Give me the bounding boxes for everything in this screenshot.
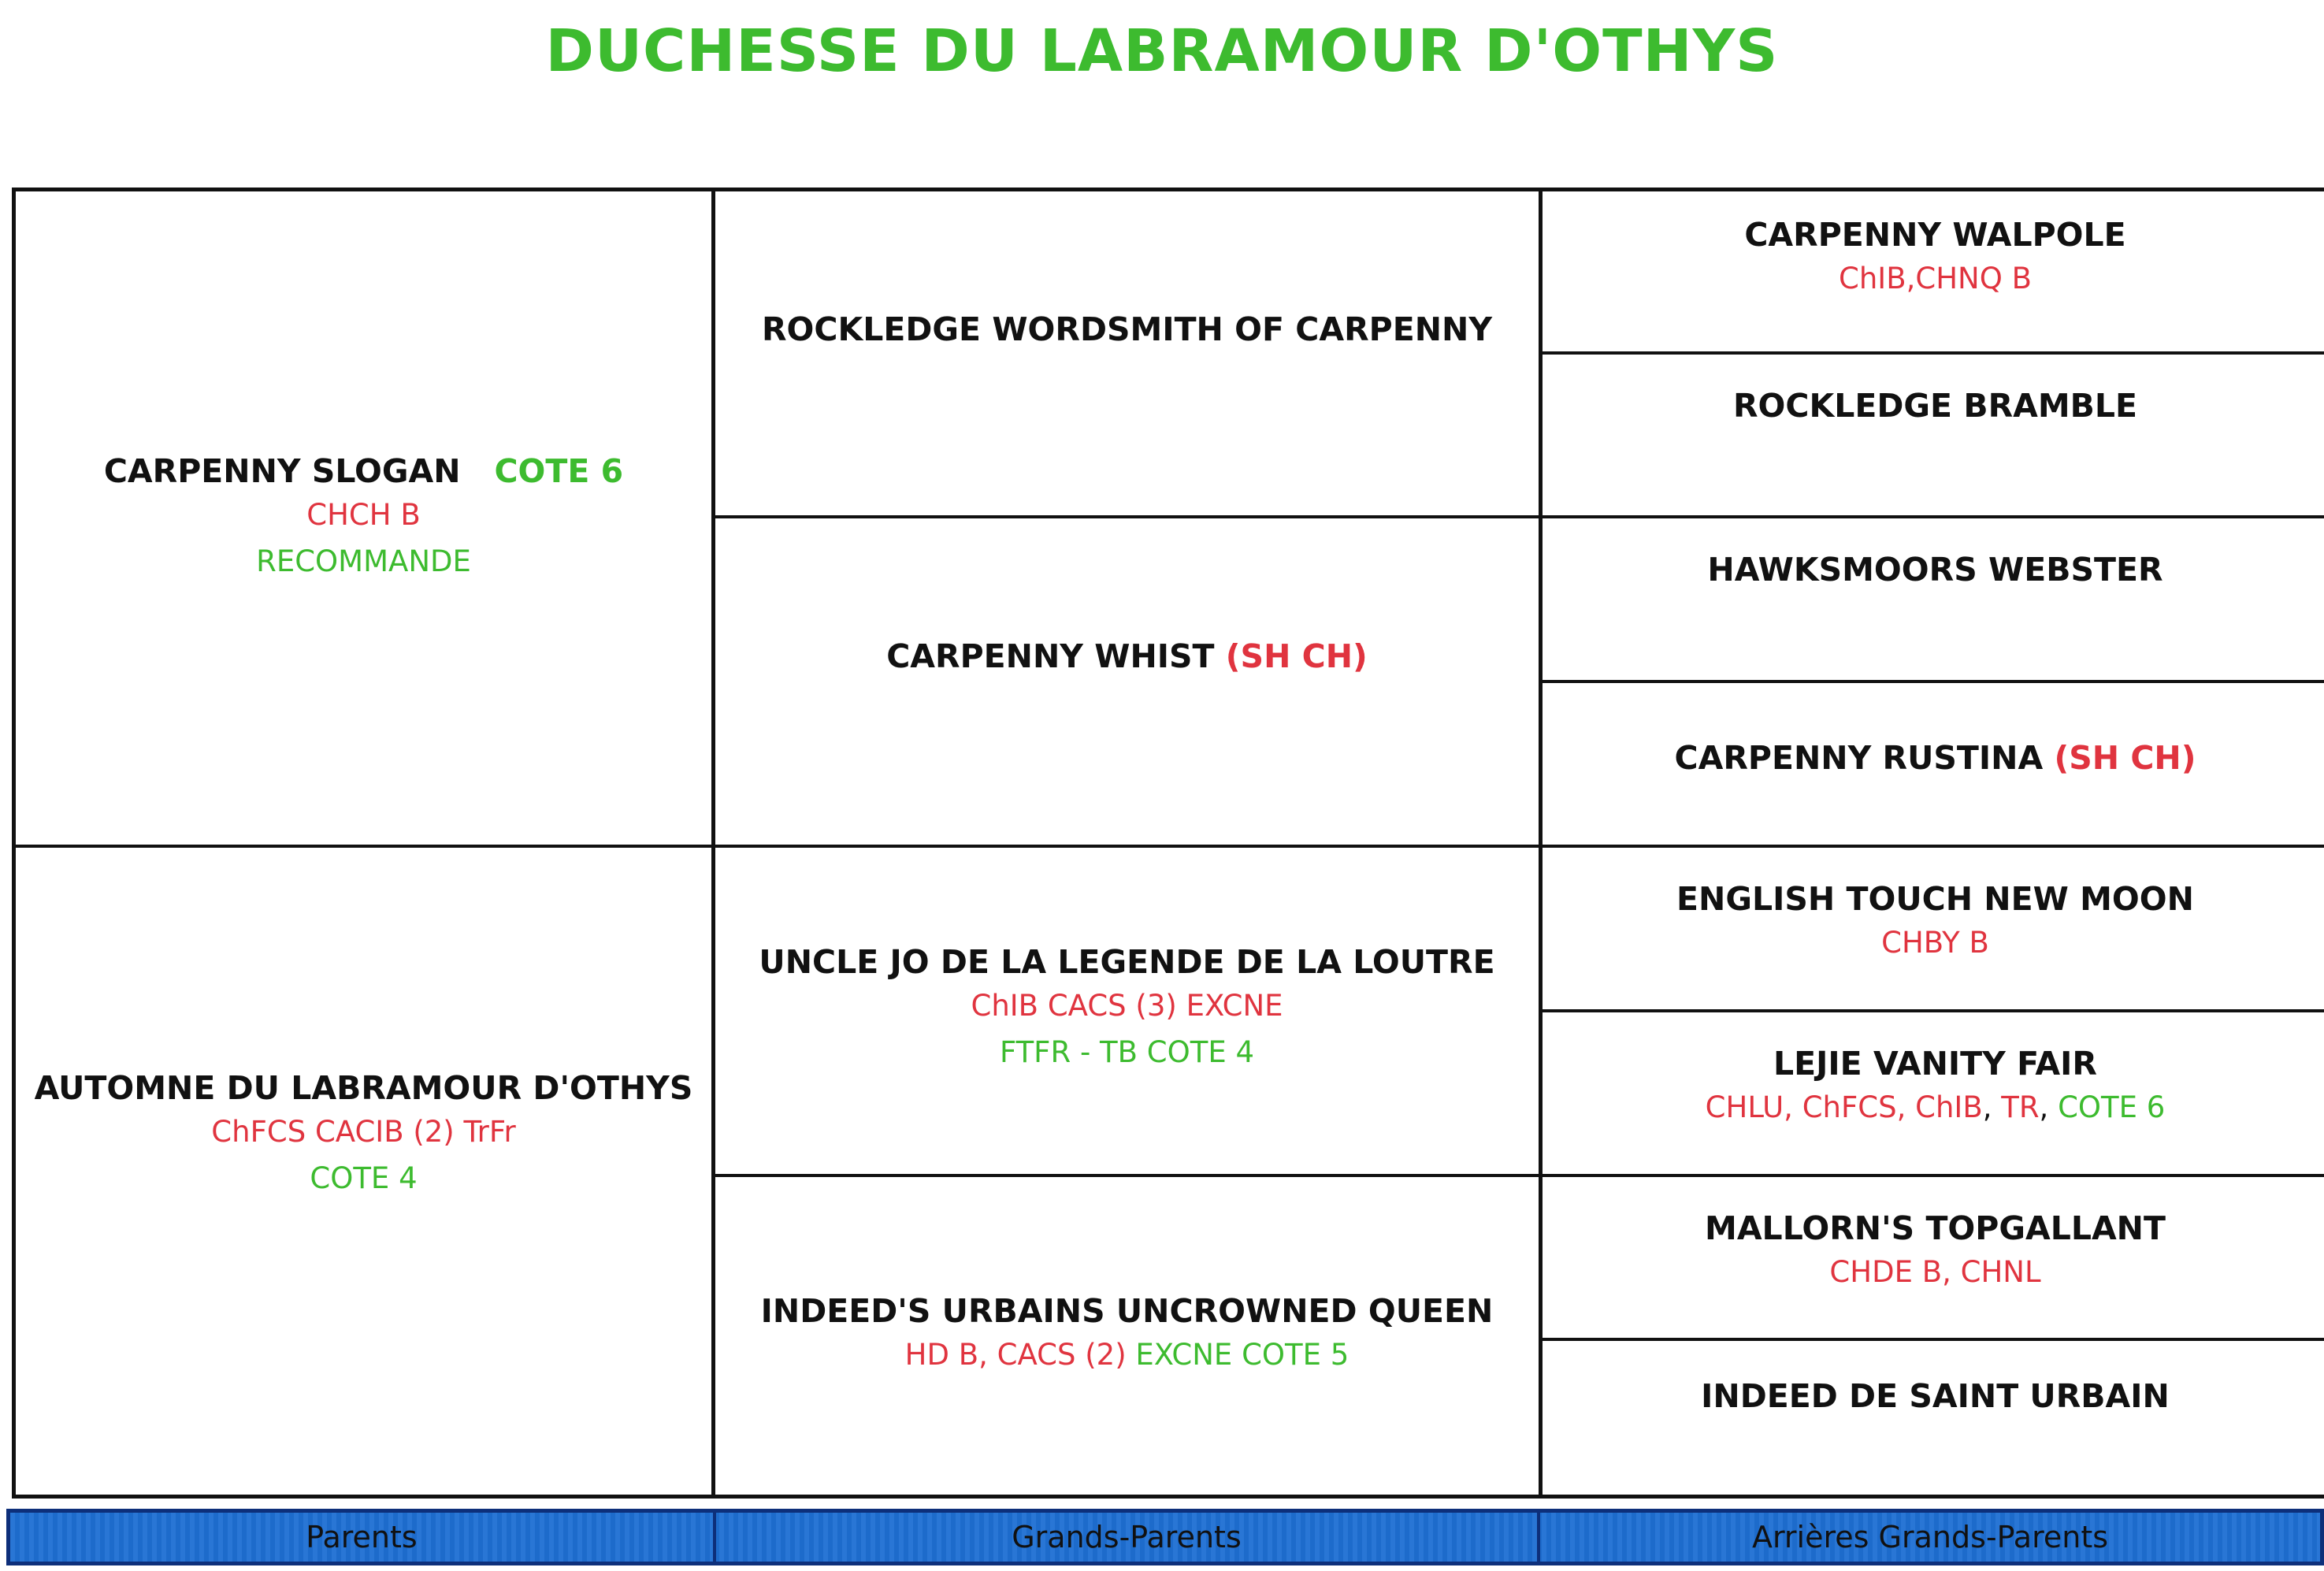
generation-footer: [6, 1509, 2324, 1565]
great-grandparent-cell: [1543, 1341, 2324, 1499]
great-grandparent-name: CARPENNY WALPOLE: [1744, 216, 2126, 254]
great-grandparent-cell: [1543, 518, 2324, 680]
grandparent-name: ROCKLEDGE WORDSMITH OF CARPENNY: [761, 310, 1493, 348]
grandparent-titles: HD B, CACS (2): [904, 1338, 1127, 1372]
great-grandparent-name: ROCKLEDGE BRAMBLE: [1732, 387, 2138, 425]
great-grandparent-cell: [1543, 1177, 2324, 1338]
great-grandparent-name: CARPENNY RUSTINA: [1674, 739, 2044, 777]
sire-recommendation: RECOMMANDE: [256, 544, 471, 579]
grandparent-cell: [715, 518, 1539, 845]
footer-label-parents: Parents: [306, 1520, 418, 1554]
title-part: CHLU, ChFCS, ChIB: [1705, 1090, 1983, 1125]
great-grandparent-cell: [1543, 683, 2324, 845]
sire-name: CARPENNY SLOGAN: [103, 452, 461, 490]
great-grandparent-titles-line: [1706, 1084, 2166, 1131]
great-grandparent-title: (SH CH): [2054, 739, 2196, 777]
title-part: TR: [2001, 1090, 2040, 1125]
grandparent-cell: [715, 191, 1539, 515]
grandparent-cell: [715, 1177, 1539, 1499]
great-grandparent-name: MALLORN'S TOPGALLANT: [1705, 1209, 2166, 1247]
dam-cell: [16, 848, 711, 1499]
pedigree-table: [12, 188, 2324, 1499]
grandparent-name: CARPENNY WHIST: [886, 637, 1215, 675]
great-grandparent-titles: CHDE B, CHNL: [1829, 1255, 2041, 1290]
grandparent-name: INDEED'S URBAINS UNCROWNED QUEEN: [760, 1292, 1494, 1330]
great-grandparent-name: INDEED DE SAINT URBAIN: [1701, 1377, 2170, 1415]
title-part: COTE 6: [2058, 1090, 2166, 1125]
sire-name-line: [104, 451, 623, 492]
grandparent-titles: ChIB CACS (3) EXCNE: [971, 989, 1283, 1023]
title-separator: ,: [1982, 1090, 2002, 1125]
grandparent-name-line: [886, 637, 1368, 677]
grandparent-cote: EXCNE COTE 5: [1135, 1338, 1349, 1372]
great-grandparent-titles: ChIB,CHNQ B: [1839, 262, 2032, 296]
grandparent-title: (SH CH): [1225, 637, 1368, 675]
dam-cote: COTE 4: [310, 1161, 418, 1196]
great-grandparent-cell: [1543, 848, 2324, 1009]
great-grandparent-name: ENGLISH TOUCH NEW MOON: [1676, 880, 2194, 918]
title-separator: ,: [2039, 1090, 2059, 1125]
grandparent-cote: FTFR - TB COTE 4: [999, 1035, 1255, 1070]
sire-title: CHCH B: [306, 498, 421, 533]
dam-name: AUTOMNE DU LABRAMOUR D'OTHYS: [34, 1069, 693, 1107]
dam-titles: ChFCS CACIB (2) TrFr: [211, 1115, 516, 1149]
great-grandparent-cell: [1543, 191, 2324, 351]
sire-cote: COTE 6: [494, 452, 624, 490]
great-grandparent-name-line: [1675, 738, 2196, 778]
footer-label-grandparents: Grands-Parents: [1012, 1520, 1242, 1554]
great-grandparent-cell: [1543, 355, 2324, 515]
great-grandparent-titles: CHBY B: [1881, 926, 1989, 960]
footer-label-great-grandparents: Arrières Grands-Parents: [1751, 1520, 2109, 1554]
great-grandparent-name: HAWKSMOORS WEBSTER: [1707, 551, 2163, 589]
grandparent-name: UNCLE JO DE LA LEGENDE DE LA LOUTRE: [759, 943, 1495, 981]
page-title: DUCHESSE DU LABRAMOUR D'OTHYS: [545, 17, 1779, 85]
sire-cell: [16, 191, 711, 845]
grandparent-cell: [715, 848, 1539, 1174]
grandparent-titles-line: [905, 1331, 1349, 1378]
great-grandparent-cell: [1543, 1012, 2324, 1174]
great-grandparent-name: LEJIE VANITY FAIR: [1773, 1045, 2097, 1083]
